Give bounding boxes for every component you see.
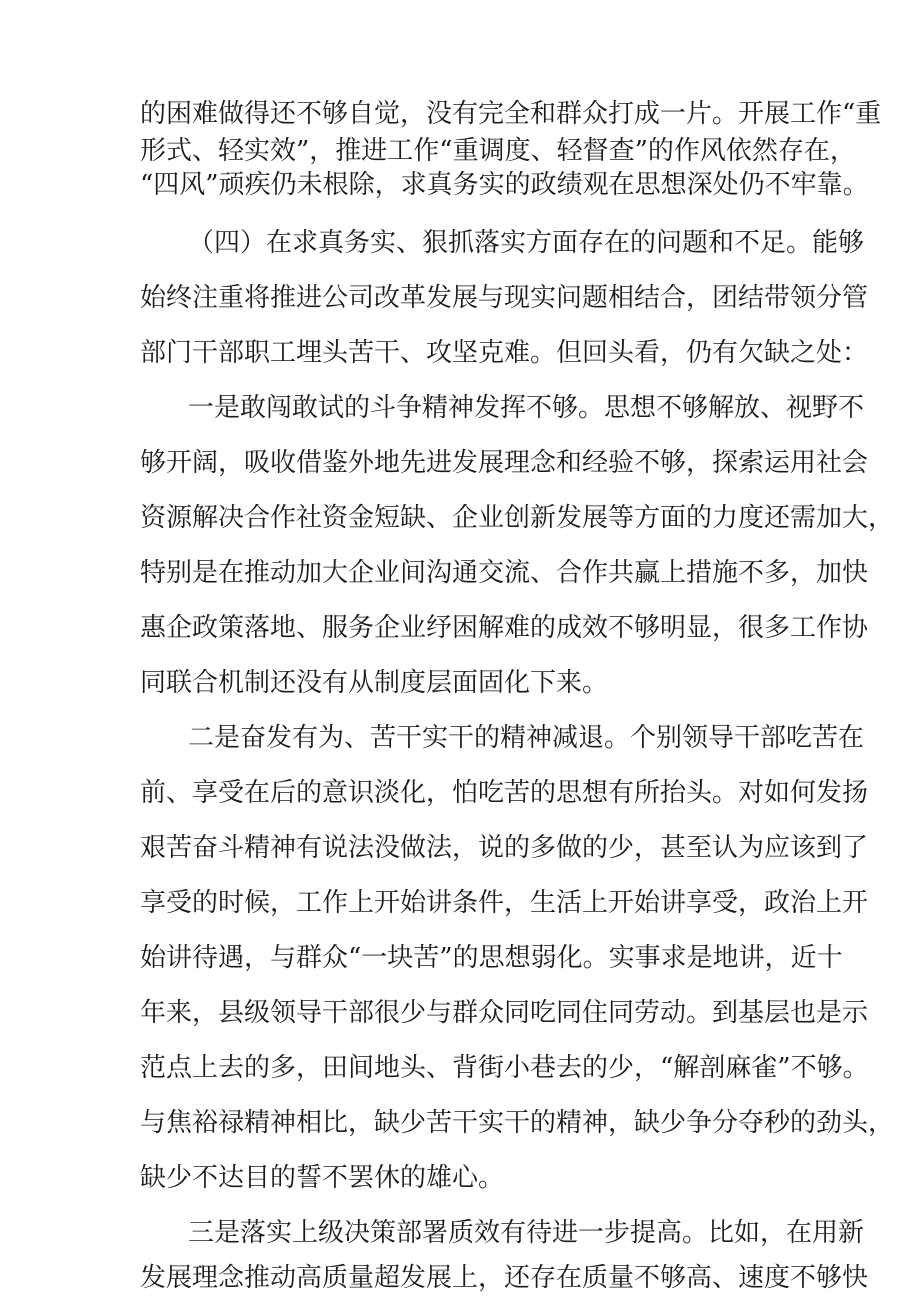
body-text-line: 前、享受在后的意识淡化，怕吃苦的思想有所抬头。对如何发扬 — [140, 778, 869, 808]
body-text-line: 形式、轻实效”，推进工作“重调度、轻督查”的作风依然存在， — [140, 136, 856, 166]
body-text-line: 始终注重将推进公司改革发展与现实问题相结合，团结带领分管 — [140, 283, 869, 313]
body-text-line: 资源解决合作社资金短缺、企业创新发展等方面的力度还需加大， — [140, 503, 895, 533]
body-text-line: 的困难做得还不够自觉，没有完全和群众打成一片。开展工作“重 — [140, 99, 882, 129]
body-text-line: 年来，县级领导干部很少与群众同吃同住同劳动。到基层也是示 — [140, 998, 869, 1028]
body-text-line: 缺少不达目的誓不罢休的雄心。 — [140, 1163, 505, 1193]
body-text-line: 范点上去的多，田间地头、背街小巷去的少，“解剖麻雀”不够。 — [140, 1053, 869, 1083]
paragraph-first-line: 二是奋发有为、苦干实干的精神减退。个别领导干部吃苦在 — [188, 723, 865, 753]
body-text-line: 够开阔，吸收借鉴外地先进发展理念和经验不够，探索运用社会 — [140, 448, 869, 478]
paragraph-first-line: 三是落实上级决策部署质效有待进一步提高。比如，在用新 — [188, 1218, 865, 1248]
body-text-line: 艰苦奋斗精神有说法没做法，说的多做的少，甚至认为应该到了 — [140, 833, 869, 863]
body-text-line: 与焦裕禄精神相比，缺少苦干实干的精神，缺少争分夺秒的劲头， — [140, 1108, 895, 1138]
body-text-line: “四风”顽疾仍未根除，求真务实的政绩观在思想深处仍不牢靠。 — [140, 170, 869, 200]
body-text-line: 惠企政策落地、服务企业纾困解难的成效不够明显，很多工作协 — [140, 613, 869, 643]
body-text-line: 特别是在推动加大企业间沟通交流、合作共赢上措施不多，加快 — [140, 558, 869, 588]
body-text-line: 享受的时候，工作上开始讲条件，生活上开始讲享受，政治上开 — [140, 888, 869, 918]
body-text-line: 同联合机制还没有从制度层面固化下来。 — [140, 668, 609, 698]
paragraph-first-line: 一是敢闯敢试的斗争精神发挥不够。思想不够解放、视野不 — [188, 393, 865, 423]
body-text-line: 发展理念推动高质量超发展上，还存在质量不够高、速度不够快 — [140, 1263, 869, 1293]
section-heading-line: （四）在求真务实、狠抓落实方面存在的问题和不足。能够 — [188, 228, 865, 258]
body-text-line: 始讲待遇，与群众“一块苦”的思想弱化。实事求是地讲，近十 — [140, 943, 843, 973]
body-text-line: 部门干部职工埋头苦干、攻坚克难。但回头看，仍有欠缺之处： — [140, 338, 869, 368]
